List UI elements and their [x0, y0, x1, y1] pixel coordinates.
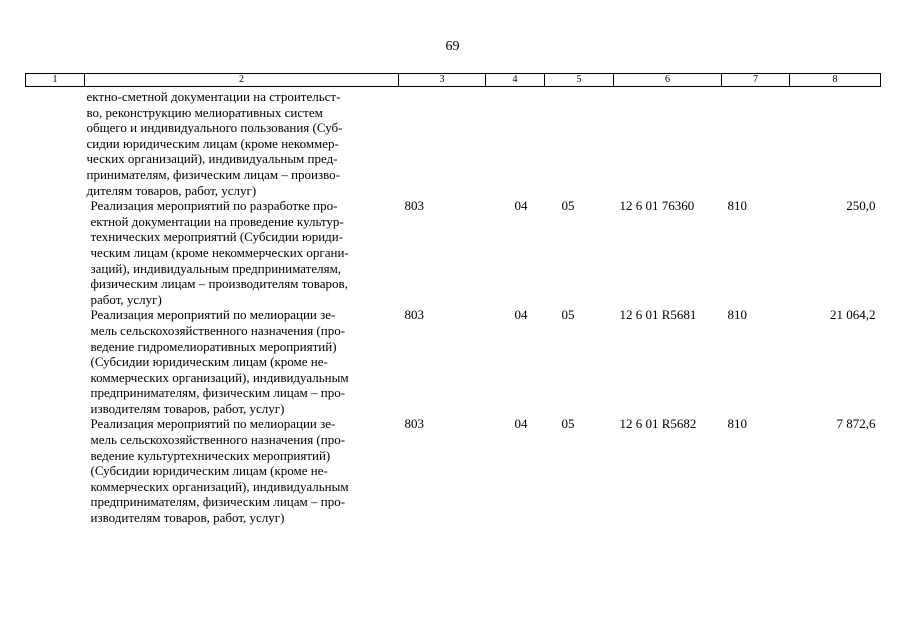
name-line: коммерческих организаций), индивидуальным — [90, 478, 349, 494]
header-row — [26, 74, 881, 87]
name-line: коммерческих организаций), индивидуальным — [90, 369, 349, 385]
header-col-1: 1 — [26, 74, 85, 87]
header-col-8: 8 — [790, 74, 881, 87]
header-col-6: 6 — [614, 74, 722, 87]
name-line: ческим лицам (кроме некоммерческих органи- — [90, 244, 349, 260]
row-name — [87, 89, 392, 198]
name-line: изводителям товаров, работ, услуг) — [90, 400, 285, 416]
name-line: ектной документации на проведение культур- — [90, 213, 344, 229]
name-line: принимателям, физическим лицам – произво- — [86, 166, 340, 182]
header-col-4: 4 — [486, 74, 545, 87]
header-col-3: 3 — [399, 74, 486, 87]
grbs-cell — [399, 87, 486, 199]
name-line: мель сельскохозяйственного назначения (про- — [90, 432, 346, 448]
target-cell — [614, 87, 722, 199]
vr-cell — [722, 87, 790, 199]
table-row — [26, 87, 881, 199]
subsection-cell: 05 — [561, 307, 575, 323]
name-line: ческих организаций), индивидуальным пред- — [86, 151, 338, 167]
amount-cell: 250,0 — [846, 198, 876, 214]
table-row — [26, 198, 881, 307]
target-cell: 12 6 01 R5681 — [619, 307, 697, 323]
header-col-5: 5 — [545, 74, 614, 87]
row-name-cell — [26, 87, 399, 199]
subsection-cell — [545, 87, 614, 199]
subsection-cell: 05 — [561, 416, 575, 432]
budget-table — [25, 73, 881, 526]
name-line: ведение культуртехнических мероприятий) — [90, 447, 331, 463]
vr-cell: 810 — [727, 307, 747, 323]
name-line: мель сельскохозяйственного назначения (про- — [90, 322, 346, 338]
name-line: физическим лицам – производителям товаров, — [90, 276, 348, 292]
name-line: Реализация мероприятий по мелиорации зе- — [90, 416, 336, 432]
page-number: 69 — [445, 39, 460, 54]
name-line: сидии юридическим лицам (кроме некоммер- — [86, 135, 339, 151]
name-line: изводителям товаров, работ, услуг) — [90, 510, 285, 526]
section-cell: 04 — [514, 307, 528, 323]
table-row — [26, 416, 881, 525]
row-name — [91, 198, 396, 307]
name-line: предпринимателям, физическим лицам – про- — [90, 494, 346, 510]
vr-cell: 810 — [727, 198, 747, 214]
name-line: (Субсидии юридическим лицам (кроме не- — [90, 463, 328, 479]
amount-cell — [790, 87, 881, 199]
row-name — [91, 307, 396, 416]
amount-cell: 21 064,2 — [830, 307, 876, 323]
section-cell — [486, 87, 545, 199]
row-name-cell — [26, 307, 399, 416]
name-line: (Субсидии юридическим лицам (кроме не- — [90, 354, 328, 370]
name-line: ведение гидромелиоративных мероприятий) — [90, 338, 337, 354]
table-body — [26, 87, 881, 526]
name-line: заций), индивидуальным предпринимателям, — [90, 260, 342, 276]
target-cell: 12 6 01 R5682 — [619, 416, 697, 432]
name-line: Реализация мероприятий по мелиорации зе- — [90, 307, 336, 323]
table-row — [26, 307, 881, 416]
name-line: ектно-сметной документации на строительст- — [86, 89, 341, 104]
row-name-cell — [26, 416, 399, 525]
row-name-cell — [26, 198, 399, 307]
amount-cell: 7 872,6 — [836, 416, 876, 432]
subsection-cell: 05 — [561, 198, 575, 214]
name-line: технических мероприятий (Субсидии юриди- — [90, 229, 344, 245]
header-col-2: 2 — [85, 74, 399, 87]
name-line: во, реконструкцию мелиоративных систем — [86, 104, 323, 120]
vr-cell: 810 — [727, 416, 747, 432]
grbs-cell: 803 — [404, 307, 424, 323]
name-line: предпринимателям, физическим лицам – про- — [90, 385, 346, 401]
grbs-cell: 803 — [404, 198, 424, 214]
name-line: работ, услуг) — [90, 291, 162, 307]
row-name — [91, 416, 396, 525]
grbs-cell: 803 — [404, 416, 424, 432]
target-cell: 12 6 01 76360 — [619, 198, 695, 214]
header-col-7: 7 — [722, 74, 790, 87]
table-header — [26, 74, 881, 87]
section-cell: 04 — [514, 198, 528, 214]
name-line: общего и индивидуального пользования (Суб- — [86, 120, 343, 136]
name-line: дителям товаров, работ, услуг) — [86, 182, 257, 198]
section-cell: 04 — [514, 416, 528, 432]
name-line: Реализация мероприятий по разработке про- — [90, 198, 338, 214]
